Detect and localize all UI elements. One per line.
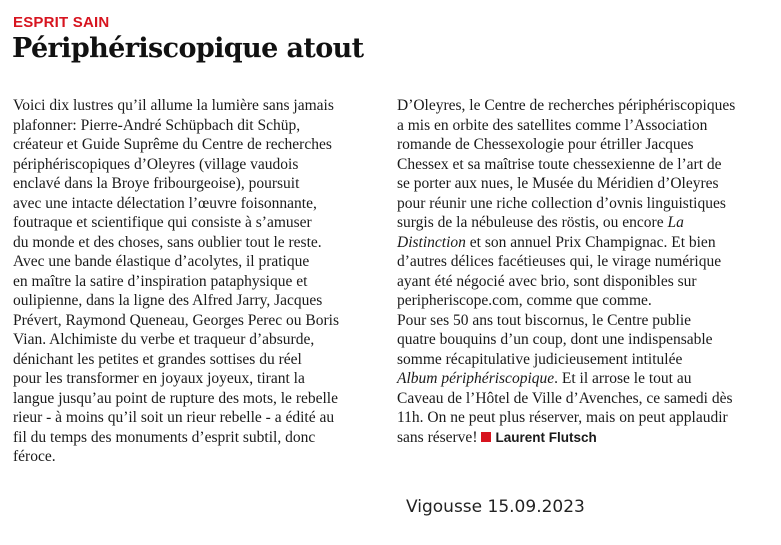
text-line: créateur et Guide Suprême du Centre de recherches: [13, 136, 332, 153]
text-line: Caveau de l’Hôtel de Ville d’Avenches, ce samedi dès: [397, 389, 733, 407]
text-line: romande de Chessexologie pour étriller Jacques: [397, 136, 694, 153]
end-mark-square: [481, 432, 491, 442]
text-line: Vian. Alchimiste du verbe et traqueur d’absurde,: [13, 331, 315, 348]
text-segment: surgis de la nébuleuse des röstis, ou encore: [397, 214, 668, 231]
italic-title-segment: La: [667, 214, 684, 231]
text-line: D’Oleyres, le Centre de recherches périphériscopiques: [397, 97, 736, 114]
text-line: peripheriscope.com, comme que comme.: [397, 292, 652, 309]
text-line: plafonner: Pierre-André Schüpbach dit Schüp,: [13, 116, 301, 134]
text-segment: . Et il arrose le tout au: [554, 370, 692, 387]
text-line: oulipienne, dans la ligne des Alfred Jarry, Jacques: [13, 292, 323, 309]
text-line: enclavé dans la Broye fribourgeoise), poursuit: [13, 175, 300, 192]
text-line: [397, 428, 767, 448]
text-line: somme récapitulative judicieusement intitulée: [397, 350, 683, 368]
text-line: en maître la satire d’inspiration pataphysique et: [13, 272, 308, 290]
article-title: Périphériscopique atout: [12, 33, 364, 64]
text-line: Avec une bande élastique d’acolytes, il pratique: [13, 253, 310, 270]
text-line: Chessex et sa maîtrise toute chessexienne de l’art de: [397, 155, 722, 173]
text-line: 11h. On ne peut plus réserver, mais on peut applaudir: [397, 409, 728, 426]
text-line: [397, 369, 767, 389]
text-line: pour les transformer en joyaux joyeux, tirant la: [13, 370, 305, 387]
article-kicker: ESPRIT SAIN: [13, 14, 110, 31]
text-line: se porter aux nues, le Musée du Méridien d’Oleyres: [397, 175, 719, 192]
article-column-left: [13, 96, 373, 467]
text-line: langue jusqu’au point de rupture des mots, le rebelle: [13, 389, 338, 407]
text-line: pour réunir une riche collection d’ovnis linguistiques: [397, 194, 726, 212]
text-line: fil du temps des monuments d’esprit subtil, donc: [13, 428, 316, 446]
text-line: [397, 213, 767, 233]
text-line: Prévert, Raymond Queneau, Georges Perec ou Boris: [13, 311, 339, 329]
text-line: périphériscopiques d’Oleyres (village vaudois: [13, 155, 299, 173]
text-line: a mis en orbite des satellites comme l’Association: [397, 116, 708, 134]
text-segment: et son annuel Prix Champignac. Et bien: [465, 233, 716, 251]
text-line: dénichant les petites et grandes sottises du réel: [13, 350, 302, 368]
text-line: quatre bouquins d’un coup, dont une indispensable: [397, 331, 713, 348]
text-line: d’autres délices facétieuses qui, le virage numérique: [397, 253, 722, 270]
text-line: foutraque et scientifique qui consiste à s’amuser: [13, 214, 312, 231]
text-segment: sans réserve!: [397, 428, 478, 446]
text-line: Pour ses 50 ans tout biscornus, le Centre publie: [397, 311, 692, 329]
text-line: avec une intacte délectation l’œuvre foisonnante,: [13, 194, 317, 212]
article-column-right: [397, 96, 767, 447]
italic-title-segment: Distinction: [397, 233, 466, 251]
text-line: Voici dix lustres qu’il allume la lumière sans jamais: [13, 97, 334, 114]
text-line: ayant été négocié avec brio, sont disponibles sur: [397, 272, 697, 290]
source-credit: Vigousse 15.09.2023: [406, 497, 585, 517]
text-line: [397, 233, 767, 253]
text-line: rieur - à moins qu’il soit un rieur rebelle - a édité au: [13, 409, 335, 426]
text-line: féroce.: [13, 448, 56, 465]
author-name: Laurent Flutsch: [495, 429, 597, 445]
text-line: du monde et des choses, sans oublier tout le reste.: [13, 233, 322, 251]
italic-title-segment: Album périphériscopique: [397, 370, 555, 387]
